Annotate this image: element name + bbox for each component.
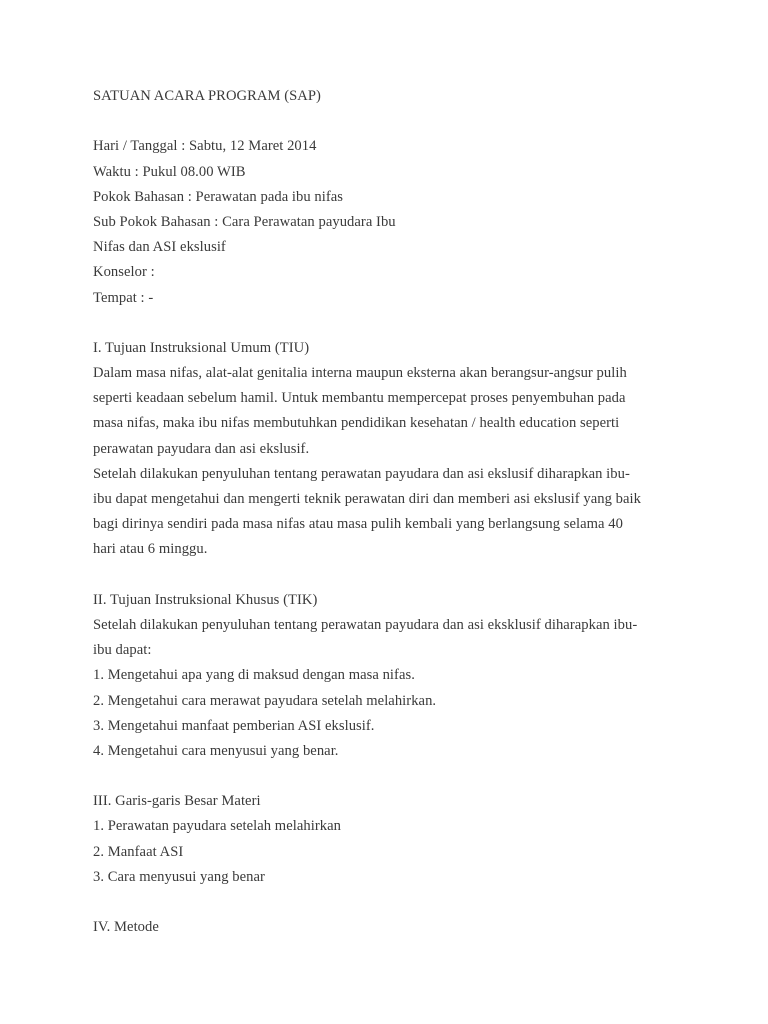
section-3-heading: III. Garis-garis Besar Materi — [93, 793, 261, 810]
info-konselor: Konselor : — [93, 264, 155, 281]
section-1-paragraph-line: perawatan payudara dan asi ekslusif. — [93, 440, 310, 457]
section-1-heading: I. Tujuan Instruksional Umum (TIU) — [93, 339, 310, 356]
section-2-list-item: 3. Mengetahui manfaat pemberian ASI ekslusif. — [93, 717, 375, 734]
spacer — [93, 890, 693, 915]
section-1-paragraph-line: seperti keadaan sebelum hamil. Untuk membantu mempercepat proses penyembuhan pada — [93, 390, 626, 407]
section-1-paragraph-line: ibu dapat mengetahui dan mengerti teknik perawatan diri dan memberi asi ekslusif yang baik — [93, 491, 641, 507]
spacer — [93, 764, 693, 789]
section-2-heading: II. Tujuan Instruksional Khusus (TIK) — [93, 591, 318, 608]
section-3-list-item: 2. Manfaat ASI — [93, 843, 184, 860]
info-pokok-bahasan: Pokok Bahasan : Perawatan pada ibu nifas — [93, 188, 344, 205]
spacer — [93, 563, 693, 588]
info-tempat: Tempat : - — [93, 289, 154, 306]
info-sub-pokok-bahasan-cont: Nifas dan ASI ekslusif — [93, 239, 226, 256]
section-2-list-item: 4. Mengetahui cara menyusui yang benar. — [93, 742, 339, 759]
section-1-paragraph-line: bagi dirinya sendiri pada masa nifas atau masa pulih kembali yang berlangsung selama 40 — [93, 516, 623, 533]
section-2-list-item: 1. Mengetahui apa yang di maksud dengan masa nifas. — [93, 667, 415, 684]
section-2-list-item: 2. Mengetahui cara merawat payudara setelah melahirkan. — [93, 692, 437, 709]
section-1-paragraph-line: hari atau 6 minggu. — [93, 541, 208, 558]
section-3-list-item: 1. Perawatan payudara setelah melahirkan — [93, 818, 341, 835]
spacer — [93, 109, 693, 134]
section-2-intro-line: Setelah dilakukan penyuluhan tentang perawatan payudara dan asi eksklusif diharapkan ibu- — [93, 616, 638, 633]
section-4-heading: IV. Metode — [93, 919, 159, 936]
section-1-paragraph-line: masa nifas, maka ibu nifas membutuhkan pendidikan kesehatan / health education seperti — [93, 415, 620, 432]
info-hari-tanggal: Hari / Tanggal : Sabtu, 12 Maret 2014 — [93, 138, 317, 155]
section-1-paragraph-line: Dalam masa nifas, alat-alat genitalia interna maupun eksterna akan berangsur-angsur pulih — [93, 365, 627, 382]
section-3-list-item: 3. Cara menyusui yang benar — [93, 868, 265, 885]
document-title: SATUAN ACARA PROGRAM (SAP) — [93, 88, 321, 104]
info-waktu: Waktu : Pukul 08.00 WIB — [93, 163, 246, 180]
section-1-paragraph-line: Setelah dilakukan penyuluhan tentang perawatan payudara dan asi ekslusif diharapkan ibu- — [93, 465, 630, 482]
spacer — [93, 311, 693, 336]
section-2-intro-line: ibu dapat: — [93, 642, 152, 659]
document-body — [93, 84, 693, 940]
info-sub-pokok-bahasan: Sub Pokok Bahasan : Cara Perawatan payudara Ibu — [93, 213, 396, 230]
